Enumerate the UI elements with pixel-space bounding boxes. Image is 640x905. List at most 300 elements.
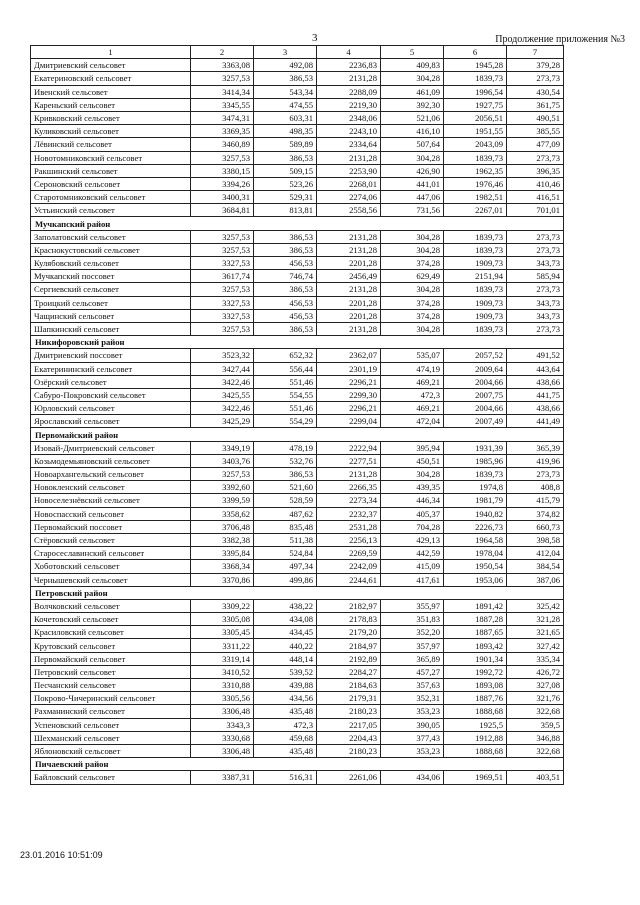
value-cell: 3425,29	[191, 415, 254, 428]
value-cell: 2131,28	[317, 243, 381, 256]
settlement-name: Заполатовский сельсовет	[31, 230, 191, 243]
value-cell: 2277,51	[317, 454, 381, 467]
value-cell: 273,73	[507, 151, 564, 164]
value-cell: 419,96	[507, 454, 564, 467]
value-cell: 3422,46	[191, 375, 254, 388]
table-row	[31, 362, 564, 375]
district-name: Петровский район	[31, 586, 564, 599]
value-cell: 435,48	[254, 705, 317, 718]
value-cell: 461,09	[381, 85, 444, 98]
value-cell: 321,65	[507, 626, 564, 639]
value-cell: 374,28	[381, 257, 444, 270]
value-cell: 374,82	[507, 507, 564, 520]
settlement-name: Первомайский сельсовет	[31, 652, 191, 665]
value-cell: 523,26	[254, 177, 317, 190]
table-row	[31, 626, 564, 639]
settlement-name: Рахманинский сельсовет	[31, 705, 191, 718]
table-row	[31, 454, 564, 467]
value-cell: 2301,19	[317, 362, 381, 375]
value-cell: 434,08	[254, 613, 317, 626]
value-cell: 2217,05	[317, 718, 381, 731]
value-cell: 1888,68	[444, 744, 507, 757]
value-cell: 441,75	[507, 388, 564, 401]
value-cell: 3257,53	[191, 72, 254, 85]
value-cell: 1839,73	[444, 243, 507, 256]
value-cell: 2007,75	[444, 388, 507, 401]
value-cell: 325,42	[507, 599, 564, 612]
value-cell: 3382,38	[191, 533, 254, 546]
value-cell: 1964,58	[444, 533, 507, 546]
value-cell: 554,29	[254, 415, 317, 428]
value-cell: 2004,66	[444, 402, 507, 415]
column-number: 7	[507, 46, 564, 59]
value-cell: 2269,59	[317, 547, 381, 560]
value-cell: 2219,30	[317, 98, 381, 111]
value-cell: 273,73	[507, 72, 564, 85]
value-cell: 352,20	[381, 626, 444, 639]
value-cell: 1909,73	[444, 309, 507, 322]
value-cell: 2222,94	[317, 441, 381, 454]
value-cell: 2296,21	[317, 402, 381, 415]
value-cell: 3706,48	[191, 520, 254, 533]
continuation-label: Продолжение приложения №3	[495, 34, 625, 45]
value-cell: 417,61	[381, 573, 444, 586]
value-cell: 321,28	[507, 613, 564, 626]
value-cell: 353,23	[381, 705, 444, 718]
value-cell: 2256,13	[317, 533, 381, 546]
value-cell: 386,53	[254, 151, 317, 164]
value-cell: 528,59	[254, 494, 317, 507]
value-cell: 398,58	[507, 533, 564, 546]
settlement-name: Ракшинский сельсовет	[31, 164, 191, 177]
value-cell: 2531,28	[317, 520, 381, 533]
value-cell: 1901,34	[444, 652, 507, 665]
value-cell: 415,09	[381, 560, 444, 573]
value-cell: 1931,39	[444, 441, 507, 454]
value-cell: 551,46	[254, 375, 317, 388]
value-cell: 2232,37	[317, 507, 381, 520]
value-cell: 343,73	[507, 257, 564, 270]
value-cell: 2334,64	[317, 138, 381, 151]
settlement-name: Екатерининский сельсовет	[31, 362, 191, 375]
value-cell: 353,23	[381, 744, 444, 757]
value-cell: 2288,09	[317, 85, 381, 98]
value-cell: 2131,28	[317, 468, 381, 481]
value-cell: 3257,53	[191, 230, 254, 243]
value-cell: 3327,53	[191, 296, 254, 309]
value-cell: 2226,73	[444, 520, 507, 533]
value-cell: 1893,08	[444, 679, 507, 692]
value-cell: 443,64	[507, 362, 564, 375]
value-cell: 395,94	[381, 441, 444, 454]
value-cell: 390,05	[381, 718, 444, 731]
value-cell: 321,76	[507, 692, 564, 705]
value-cell: 1992,72	[444, 665, 507, 678]
value-cell: 2131,28	[317, 322, 381, 335]
settlement-name: Ярославский сельсовет	[31, 415, 191, 428]
value-cell: 357,97	[381, 639, 444, 652]
value-cell: 469,21	[381, 402, 444, 415]
value-cell: 439,88	[254, 679, 317, 692]
district-header-row	[31, 758, 564, 771]
value-cell: 441,49	[507, 415, 564, 428]
value-cell: 3474,31	[191, 111, 254, 124]
value-cell: 304,28	[381, 72, 444, 85]
value-cell: 3370,86	[191, 573, 254, 586]
value-cell: 2362,07	[317, 349, 381, 362]
value-cell: 3349,19	[191, 441, 254, 454]
value-cell: 3257,53	[191, 243, 254, 256]
value-cell: 3399,59	[191, 494, 254, 507]
value-cell: 529,31	[254, 191, 317, 204]
value-cell: 589,89	[254, 138, 317, 151]
value-cell: 304,28	[381, 283, 444, 296]
table-row	[31, 718, 564, 731]
settlement-name: Крутовский сельсовет	[31, 639, 191, 652]
value-cell: 3368,34	[191, 560, 254, 573]
value-cell: 392,30	[381, 98, 444, 111]
value-cell: 405,37	[381, 507, 444, 520]
value-cell: 327,42	[507, 639, 564, 652]
column-number: 3	[254, 46, 317, 59]
value-cell: 440,22	[254, 639, 317, 652]
table-row	[31, 468, 564, 481]
value-cell: 477,09	[507, 138, 564, 151]
value-cell: 386,53	[254, 468, 317, 481]
value-cell: 2201,28	[317, 309, 381, 322]
value-cell: 1839,73	[444, 283, 507, 296]
value-cell: 701,01	[507, 204, 564, 217]
value-cell: 2253,90	[317, 164, 381, 177]
settlement-name: Устьинский сельсовет	[31, 204, 191, 217]
column-number: 5	[381, 46, 444, 59]
value-cell: 3617,74	[191, 270, 254, 283]
table-row	[31, 98, 564, 111]
value-cell: 1887,28	[444, 613, 507, 626]
settlement-name: Юрловский сельсовет	[31, 402, 191, 415]
settlement-name: Байловский сельсовет	[31, 771, 191, 784]
value-cell: 521,06	[381, 111, 444, 124]
value-cell: 1978,04	[444, 547, 507, 560]
table-row	[31, 257, 564, 270]
value-cell: 273,73	[507, 230, 564, 243]
value-cell: 379,28	[507, 59, 564, 72]
value-cell: 456,53	[254, 296, 317, 309]
value-cell: 478,19	[254, 441, 317, 454]
value-cell: 434,06	[381, 771, 444, 784]
value-cell: 3310,88	[191, 679, 254, 692]
settlement-name: Яблоновский сельсовет	[31, 744, 191, 757]
value-cell: 1945,28	[444, 59, 507, 72]
value-cell: 469,21	[381, 375, 444, 388]
district-name: Мучкапский район	[31, 217, 564, 230]
table-row	[31, 771, 564, 784]
value-cell: 3306,48	[191, 744, 254, 757]
value-cell: 585,94	[507, 270, 564, 283]
value-cell: 426,90	[381, 164, 444, 177]
settlement-name: Лёвинский сельсовет	[31, 138, 191, 151]
value-cell: 524,84	[254, 547, 317, 560]
settlement-name: Чащинский сельсовет	[31, 309, 191, 322]
value-cell: 3327,53	[191, 309, 254, 322]
value-cell: 472,3	[381, 388, 444, 401]
value-cell: 2131,28	[317, 230, 381, 243]
value-cell: 1912,88	[444, 731, 507, 744]
table-row	[31, 613, 564, 626]
value-cell: 2273,34	[317, 494, 381, 507]
value-cell: 408,8	[507, 481, 564, 494]
value-cell: 3363,08	[191, 59, 254, 72]
value-cell: 2043,09	[444, 138, 507, 151]
value-cell: 3305,56	[191, 692, 254, 705]
value-cell: 511,38	[254, 533, 317, 546]
value-cell: 361,75	[507, 98, 564, 111]
value-cell: 3425,55	[191, 388, 254, 401]
table-row	[31, 692, 564, 705]
column-number: 6	[444, 46, 507, 59]
settlement-name: Новокленский сельсовет	[31, 481, 191, 494]
value-cell: 2558,56	[317, 204, 381, 217]
value-cell: 2131,28	[317, 151, 381, 164]
value-cell: 3257,53	[191, 322, 254, 335]
settlement-name: Первомайский поссовет	[31, 520, 191, 533]
value-cell: 447,06	[381, 191, 444, 204]
value-cell: 351,83	[381, 613, 444, 626]
value-cell: 2184,97	[317, 639, 381, 652]
settlement-name: Старосеславинский сельсовет	[31, 547, 191, 560]
district-name: Пичаевский район	[31, 758, 564, 771]
value-cell: 386,53	[254, 243, 317, 256]
value-cell: 652,32	[254, 349, 317, 362]
table-row	[31, 533, 564, 546]
district-name: Никифоровский район	[31, 336, 564, 349]
value-cell: 409,83	[381, 59, 444, 72]
value-cell: 1927,75	[444, 98, 507, 111]
value-cell: 1951,55	[444, 125, 507, 138]
value-cell: 384,54	[507, 560, 564, 573]
value-cell: 412,04	[507, 547, 564, 560]
settlement-name: Хоботовский сельсовет	[31, 560, 191, 573]
table-row	[31, 204, 564, 217]
value-cell: 355,97	[381, 599, 444, 612]
value-cell: 474,19	[381, 362, 444, 375]
value-cell: 322,68	[507, 744, 564, 757]
value-cell: 416,51	[507, 191, 564, 204]
value-cell: 3257,53	[191, 468, 254, 481]
table-row	[31, 230, 564, 243]
value-cell: 490,51	[507, 111, 564, 124]
value-cell: 343,73	[507, 296, 564, 309]
settlement-name: Покрово-Чичеринский сельсовет	[31, 692, 191, 705]
value-cell: 273,73	[507, 243, 564, 256]
value-cell: 539,52	[254, 665, 317, 678]
column-number: 4	[317, 46, 381, 59]
value-cell: 535,07	[381, 349, 444, 362]
table-row	[31, 560, 564, 573]
settlement-name: Песчанский сельсовет	[31, 679, 191, 692]
value-cell: 2009,64	[444, 362, 507, 375]
value-cell: 1976,46	[444, 177, 507, 190]
table-row	[31, 705, 564, 718]
value-cell: 472,04	[381, 415, 444, 428]
value-cell: 304,28	[381, 243, 444, 256]
value-cell: 629,49	[381, 270, 444, 283]
settlement-name: Ивенский сельсовет	[31, 85, 191, 98]
value-cell: 499,86	[254, 573, 317, 586]
value-cell: 2180,23	[317, 705, 381, 718]
table-row	[31, 494, 564, 507]
district-header-row	[31, 586, 564, 599]
value-cell: 1888,68	[444, 705, 507, 718]
table-row	[31, 59, 564, 72]
value-cell: 448,14	[254, 652, 317, 665]
table-row	[31, 164, 564, 177]
settlement-name: Екатериновский сельсовет	[31, 72, 191, 85]
value-cell: 2004,66	[444, 375, 507, 388]
value-cell: 1925,5	[444, 718, 507, 731]
value-cell: 327,08	[507, 679, 564, 692]
settlement-name: Шехманский сельсовет	[31, 731, 191, 744]
value-cell: 450,51	[381, 454, 444, 467]
value-cell: 2243,10	[317, 125, 381, 138]
table-row	[31, 744, 564, 757]
value-cell: 2131,28	[317, 283, 381, 296]
settlement-name: Успеновский сельсовет	[31, 718, 191, 731]
value-cell: 2180,23	[317, 744, 381, 757]
value-cell: 3311,22	[191, 639, 254, 652]
value-cell: 1953,06	[444, 573, 507, 586]
value-cell: 521,60	[254, 481, 317, 494]
value-cell: 2244,61	[317, 573, 381, 586]
value-cell: 377,43	[381, 731, 444, 744]
value-cell: 507,64	[381, 138, 444, 151]
value-cell: 2299,04	[317, 415, 381, 428]
value-cell: 2201,28	[317, 296, 381, 309]
district-header-row	[31, 217, 564, 230]
value-cell: 1839,73	[444, 322, 507, 335]
value-cell: 3395,84	[191, 547, 254, 560]
settlement-name: Шапкинский сельсовет	[31, 322, 191, 335]
value-cell: 359,5	[507, 718, 564, 731]
value-cell: 2266,35	[317, 481, 381, 494]
value-cell: 2261,06	[317, 771, 381, 784]
value-cell: 3414,34	[191, 85, 254, 98]
value-cell: 2299,30	[317, 388, 381, 401]
value-cell: 415,79	[507, 494, 564, 507]
value-cell: 387,06	[507, 573, 564, 586]
value-cell: 374,28	[381, 296, 444, 309]
value-cell: 386,53	[254, 322, 317, 335]
value-cell: 429,13	[381, 533, 444, 546]
page-number: 3	[312, 32, 318, 44]
value-cell: 2192,89	[317, 652, 381, 665]
column-number: 1	[31, 46, 191, 59]
value-cell: 1839,73	[444, 468, 507, 481]
settlement-name: Новоархангельский сельсовет	[31, 468, 191, 481]
district-name: Первомайский район	[31, 428, 564, 441]
value-cell: 3403,76	[191, 454, 254, 467]
value-cell: 3319,14	[191, 652, 254, 665]
value-cell: 416,10	[381, 125, 444, 138]
value-cell: 322,68	[507, 705, 564, 718]
table-row	[31, 639, 564, 652]
value-cell: 438,66	[507, 402, 564, 415]
value-cell: 3387,31	[191, 771, 254, 784]
value-cell: 556,44	[254, 362, 317, 375]
print-timestamp: 23.01.2016 10:51:09	[20, 850, 103, 860]
settlement-name: Сергиевский сельсовет	[31, 283, 191, 296]
value-cell: 731,56	[381, 204, 444, 217]
value-cell: 2179,20	[317, 626, 381, 639]
value-cell: 439,35	[381, 481, 444, 494]
data-table	[30, 45, 564, 785]
value-cell: 2236,83	[317, 59, 381, 72]
table-row	[31, 520, 564, 533]
value-cell: 2057,52	[444, 349, 507, 362]
value-cell: 1909,73	[444, 296, 507, 309]
value-cell: 3330,68	[191, 731, 254, 744]
value-cell: 386,53	[254, 283, 317, 296]
value-cell: 2456,49	[317, 270, 381, 283]
value-cell: 3427,44	[191, 362, 254, 375]
table-row	[31, 402, 564, 415]
value-cell: 3422,46	[191, 402, 254, 415]
settlement-name: Троицкий сельсовет	[31, 296, 191, 309]
value-cell: 554,55	[254, 388, 317, 401]
value-cell: 603,31	[254, 111, 317, 124]
table-row	[31, 177, 564, 190]
value-cell: 1940,82	[444, 507, 507, 520]
value-cell: 516,31	[254, 771, 317, 784]
value-cell: 3306,48	[191, 705, 254, 718]
value-cell: 1950,54	[444, 560, 507, 573]
value-cell: 1996,54	[444, 85, 507, 98]
value-cell: 396,35	[507, 164, 564, 177]
value-cell: 3327,53	[191, 257, 254, 270]
district-header-row	[31, 428, 564, 441]
settlement-name: Волчковский сельсовет	[31, 599, 191, 612]
table-row	[31, 72, 564, 85]
value-cell: 304,28	[381, 322, 444, 335]
value-cell: 3460,89	[191, 138, 254, 151]
value-cell: 434,56	[254, 692, 317, 705]
column-number: 2	[191, 46, 254, 59]
value-cell: 3394,26	[191, 177, 254, 190]
value-cell: 1887,65	[444, 626, 507, 639]
value-cell: 273,73	[507, 322, 564, 335]
value-cell: 2178,83	[317, 613, 381, 626]
value-cell: 2348,06	[317, 111, 381, 124]
table-row	[31, 481, 564, 494]
value-cell: 335,34	[507, 652, 564, 665]
value-cell: 3523,32	[191, 349, 254, 362]
value-cell: 442,59	[381, 547, 444, 560]
table-row	[31, 573, 564, 586]
settlement-name: Кочетовский сельсовет	[31, 613, 191, 626]
table-row	[31, 679, 564, 692]
value-cell: 426,72	[507, 665, 564, 678]
value-cell: 1839,73	[444, 151, 507, 164]
table-row	[31, 191, 564, 204]
table-row	[31, 296, 564, 309]
table-row	[31, 270, 564, 283]
settlement-name: Сероновский сельсовет	[31, 177, 191, 190]
value-cell: 3684,81	[191, 204, 254, 217]
value-cell: 3257,53	[191, 283, 254, 296]
value-cell: 438,66	[507, 375, 564, 388]
table-row	[31, 388, 564, 401]
value-cell: 357,63	[381, 679, 444, 692]
